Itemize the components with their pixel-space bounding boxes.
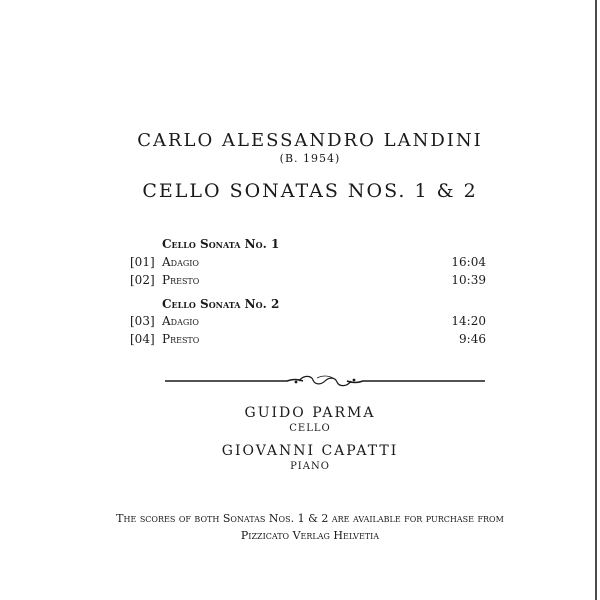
performer-name-1: GUIDO PARMA: [244, 405, 376, 421]
track-row-01: [130, 255, 486, 273]
composer-name: CARLO ALESSANDRO LANDINI: [137, 130, 483, 151]
flourish-divider-icon: [165, 373, 485, 389]
availability-note-line-1: The scores of both Sonatas Nos. 1 & 2 are available for purchase from: [116, 512, 504, 525]
track-title: Presto: [162, 332, 200, 346]
album-title: CELLO SONATAS NOS. 1 & 2: [142, 180, 478, 202]
track-row-02: [130, 273, 486, 291]
track-row-03: [130, 314, 486, 332]
performer-role-1: CELLO: [289, 423, 331, 434]
track-duration: 16:04: [451, 255, 486, 269]
track-number: [04]: [130, 332, 155, 346]
track-duration: 10:39: [451, 273, 486, 287]
composer-dates: (B. 1954): [279, 152, 341, 165]
track-title: Adagio: [162, 255, 199, 269]
performer-name-2: GIOVANNI CAPATTI: [221, 443, 399, 459]
track-title: Presto: [162, 273, 200, 287]
track-title: Adagio: [162, 314, 199, 328]
availability-note-line-2: Pizzicato Verlag Helvetia: [240, 529, 380, 542]
track-number: [01]: [130, 255, 155, 269]
track-number: [02]: [130, 273, 155, 287]
track-number: [03]: [130, 314, 155, 328]
page-edge-line: [595, 0, 597, 600]
track-row-04: [130, 332, 486, 350]
performer-role-2: PIANO: [290, 461, 330, 472]
sonata-heading-1: Cello Sonata No. 1: [162, 237, 280, 251]
sonata-heading-2: Cello Sonata No. 2: [162, 297, 280, 311]
track-duration: 9:46: [459, 332, 486, 346]
track-duration: 14:20: [451, 314, 486, 328]
